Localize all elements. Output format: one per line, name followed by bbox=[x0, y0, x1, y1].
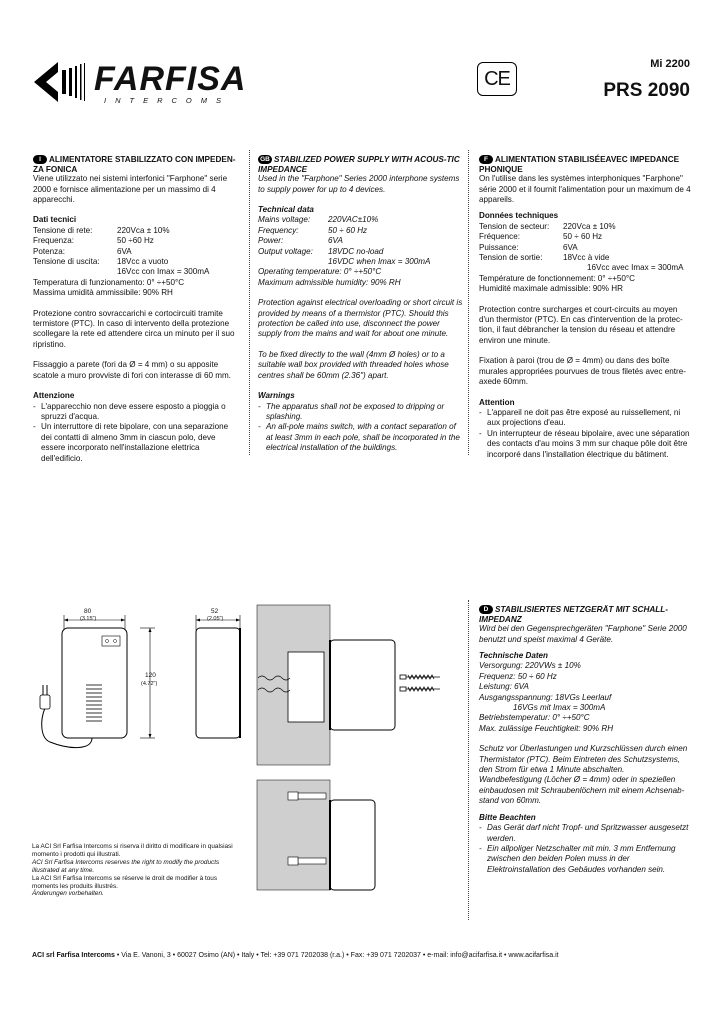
humidity-text: Massima umidità ammissibile: 90% RH bbox=[33, 288, 173, 298]
section-english bbox=[258, 155, 463, 454]
side-view bbox=[196, 628, 240, 738]
warning-item: - The apparatus shall not be exposed to dripping or splashing. bbox=[258, 402, 463, 423]
disclaimer bbox=[32, 843, 242, 898]
language-badge: F bbox=[479, 155, 493, 164]
spec-value: 18Vcc à vide bbox=[563, 253, 610, 263]
spec-label: Tensione di rete: bbox=[33, 225, 93, 235]
spec-label: Frequency: bbox=[258, 225, 299, 235]
humidity-text: Humidité maximale admissible: 90% HR bbox=[479, 284, 623, 294]
intro-text: Wird bei den Gegensprechgeräten "Farphone" Serie 2000 benutzt und speist maximal 4 Geräte. bbox=[479, 624, 687, 644]
warning-item: - L'appareil ne doit pas être exposé au ruissellement, ni aux projections d'eau. bbox=[479, 408, 691, 429]
spec-label: Frequenza: bbox=[33, 236, 74, 246]
spec-line: Versorgung: 220VWs ± 10% bbox=[479, 661, 581, 671]
dim-depth-inches: (2.05") bbox=[207, 616, 224, 622]
ce-mark-box bbox=[477, 62, 517, 96]
spec-value: 220VAC±10% bbox=[328, 215, 379, 225]
section-title: ALIMENTATION STABILISÉEAVEC IMPEDANCE PHONIQUE bbox=[479, 155, 680, 174]
spec-label: Tension de sortie: bbox=[479, 253, 543, 263]
intro-text: Used in the "Farphone" Series 2000 interphone systems to supply power for up to 4 devices. bbox=[258, 174, 460, 194]
fixing-text: Fixation à paroi (trou de Ø = 4mm) ou dans des boîte murales appropriées pourvues de trous filetés avec entre-axede 60mm. bbox=[479, 356, 686, 387]
spec-label: Power: bbox=[258, 236, 284, 246]
spec-value: 6VA bbox=[328, 236, 343, 246]
warning-title: Attention bbox=[479, 397, 515, 407]
front-view bbox=[62, 628, 127, 738]
data-title: Dati tecnici bbox=[33, 215, 77, 225]
section-italian bbox=[33, 155, 241, 464]
language-badge: GB bbox=[258, 155, 272, 164]
temperature-text: Betriebstemperatur: 0° ÷+50°C bbox=[479, 713, 590, 723]
warning-title: Attenzione bbox=[33, 391, 75, 401]
spec-value: 50 ÷ 60 Hz bbox=[328, 225, 368, 235]
dim-height-inches: (4.72") bbox=[141, 681, 158, 687]
temperature-text: Operating temperature: 0° ÷+50°C bbox=[258, 267, 382, 277]
warning-title: Bitte Beachten bbox=[479, 812, 536, 822]
spec-label: Puissance: bbox=[479, 242, 519, 252]
disclaimer-fr: La ACI Srl Farfisa Intercoms se réserve le droit de modifier à tous moments les produits illustrés. bbox=[32, 874, 218, 890]
section-french bbox=[479, 155, 691, 460]
column-divider bbox=[249, 150, 250, 455]
disclaimer-de: Änderungen vorbehalten. bbox=[32, 890, 104, 898]
footer-company: ACI srl Farfisa Intercoms bbox=[32, 952, 115, 959]
farfisa-logo-mark-icon bbox=[32, 60, 90, 104]
spec-value: 50 ÷60 Hz bbox=[117, 236, 154, 246]
temperature-text: Temperatura di funzionamento: 0° ÷+50°C bbox=[33, 277, 185, 287]
language-badge: D bbox=[479, 605, 493, 614]
spec-value: 18VDC no-load bbox=[328, 246, 384, 256]
spec-value: 220Vca ± 10% bbox=[117, 225, 170, 235]
protection-text: Protection contre surcharges et court-circuits au moyen d'un thermistor (PTC). En cas d'intervention de la protec-tion, il faut débrancher la tension du réseau et attendre environ une minute. bbox=[479, 304, 683, 345]
farfisa-logo bbox=[32, 58, 247, 108]
warning-item: - Un interruttore di rete bipolare, con una separazione dei contatti di almeno 3mm in ciascun polo, deve essere incorporato nell'installazione elettrica dell'edificio. bbox=[33, 422, 241, 464]
spec-extra: 16VGs mit Imax = 300mA bbox=[513, 703, 606, 713]
fixing-text: Fissaggio a parete (fori da Ø = 4 mm) o su apposite scatole a muro provviste di fori con interasse di 60 mm. bbox=[33, 360, 231, 380]
warning-item: - Un interrupteur de réseau bipolaire, avec une séparation des contacts d'au moins 3 mm sur chaque pôle doit être incorporé dans l'installation électrique du bâtiment. bbox=[479, 429, 691, 460]
section-title: ALIMENTATORE STABILIZZATO CON IMPEDEN-ZA FONICA bbox=[33, 155, 236, 174]
ce-mark: CE bbox=[484, 68, 510, 90]
spec-label: Potenza: bbox=[33, 246, 65, 256]
spec-value: 18Vcc a vuoto bbox=[117, 257, 169, 267]
spec-value: 220Vca ± 10% bbox=[563, 221, 616, 231]
spec-extra: 16Vcc avec Imax = 300mA bbox=[587, 263, 684, 273]
spec-label: Fréquence: bbox=[479, 232, 520, 242]
humidity-text: Maximum admissible humidity: 90% RH bbox=[258, 277, 401, 287]
spec-label: Output voltage: bbox=[258, 246, 313, 256]
disclaimer-en: ACI Srl Farfisa Intercoms reserves the right to modify the products illustrated at any time. bbox=[32, 858, 220, 874]
protection-text: Protection against electrical overloading or short circuit is provided by means of a thermistor (PTC). Should this protection be called into use, disconnect the power supply from the mains and wait for about one minute. bbox=[258, 298, 463, 339]
humidity-text: Max. zulässige Feuchtigkeit: 90% RH bbox=[479, 723, 614, 733]
spec-label: Tension de secteur: bbox=[479, 221, 550, 231]
section-title: STABILISIERTES NETZGERÄT MIT SCHALL-IMPEDANZ bbox=[479, 605, 668, 624]
spec-value: 50 ÷ 60 Hz bbox=[563, 232, 603, 242]
disclaimer-it: La ACI Srl Farfisa Intercoms si riserva il diritto di modificare in qualsiasi momento i prodotti qui illustrati. bbox=[32, 843, 233, 858]
warning-item: - L'apparecchio non deve essere esposto a pioggia o spruzzi d'acqua. bbox=[33, 402, 241, 423]
warning-title: Warnings bbox=[258, 391, 295, 401]
section-german bbox=[479, 605, 691, 875]
fixing-text: Wandbefestigung (Löcher Ø = 4mm) oder in speziellen einbaudosen mit Schraubenlöchern mit einem Achsenab-stand von 60mm. bbox=[479, 775, 685, 806]
column-divider bbox=[468, 150, 469, 455]
footer-contacts: • Via E. Vanoni, 3 • 60027 Osimo (AN) • Italy • Tel: +39 071 7202038 (r.a.) • Fax: +39 071 7202037 • e-mail: info@acifarfisa.it • www.acifarfisa.it bbox=[114, 952, 559, 959]
spec-line: Frequenz: 50 ÷ 60 Hz bbox=[479, 671, 557, 681]
protection-text: Protezione contro sovraccarichi e cortocircuiti tramite termistore (PTC). In caso di intervento della protezione scollegare la rete ed attendere circa un minuto per il suo ripristino. bbox=[33, 308, 235, 349]
protection-text: Schutz vor Überlastungen und Kurzschlüssen durch einen Thermistator (PTC). Beim Eintreten des Schutzsystems, den Strom für etwa 1 Minute abschalten. bbox=[479, 744, 688, 775]
warning-item: - Ein allpoliger Netzschalter mit min. 3 mm Entfernung zwischen den beiden Polen muss in der Elektroinstallation des Gebäudes vorhanden sein. bbox=[479, 844, 691, 875]
language-badge: I bbox=[33, 155, 47, 164]
model-small: Mi 2200 bbox=[650, 58, 690, 70]
data-title: Technische Daten bbox=[479, 651, 548, 660]
dim-width: 80 bbox=[84, 608, 92, 615]
warning-item: - Das Gerät darf nicht Tropf- und Spritzwasser ausgesetzt werden. bbox=[479, 823, 691, 844]
brand-subtitle: INTERCOMS bbox=[104, 96, 230, 105]
spec-extra: 16Vcc con Imax = 300mA bbox=[117, 267, 210, 277]
data-title: Technical data bbox=[258, 205, 314, 214]
dim-height: 120 bbox=[145, 672, 156, 679]
spec-line: Ausgangsspannung: 18VGs Leerlauf bbox=[479, 692, 612, 702]
spec-value: 6VA bbox=[563, 242, 578, 252]
fixing-text: To be fixed directly to the wall (4mm Ø holes) or to a suitable wall box provided with threaded holes whose centres shall be 60mm (2.36") apart. bbox=[258, 349, 449, 380]
dim-width-inches: (3.15") bbox=[80, 616, 97, 622]
spec-value: 6VA bbox=[117, 246, 132, 256]
model-large: PRS 2090 bbox=[603, 80, 690, 101]
footer bbox=[32, 952, 559, 959]
brand-name: FARFISA bbox=[94, 60, 247, 98]
data-title: Données techniques bbox=[479, 211, 559, 221]
temperature-text: Température de fonctionnement: 0° ÷+50°C bbox=[479, 273, 636, 283]
section-title: STABILIZED POWER SUPPLY WITH ACOUS-TIC IMPEDANCE bbox=[258, 155, 460, 174]
warning-item: - An all-pole mains switch, with a contact separation of at least 3mm in each pole, shall be incorporated in the electrical installation of the buildings. bbox=[258, 422, 463, 453]
intro-text: On l'utilise dans les systèmes interphoniques "Farphone" série 2000 et il fournit l'alimentation pour un maximum de 4 appareils. bbox=[479, 174, 691, 204]
spec-extra: 16VDC when Imax = 300mA bbox=[328, 257, 431, 267]
spec-label: Mains voltage: bbox=[258, 215, 311, 225]
intro-text: Viene utilizzato nei sistemi interfonici "Farphone" serie 2000 e fornisce alimentazione per un massimo di 4 apparecchi. bbox=[33, 174, 228, 204]
spec-line: Leistung: 6VA bbox=[479, 682, 529, 692]
spec-label: Tensione di uscita: bbox=[33, 257, 100, 267]
dim-depth: 52 bbox=[211, 608, 219, 615]
